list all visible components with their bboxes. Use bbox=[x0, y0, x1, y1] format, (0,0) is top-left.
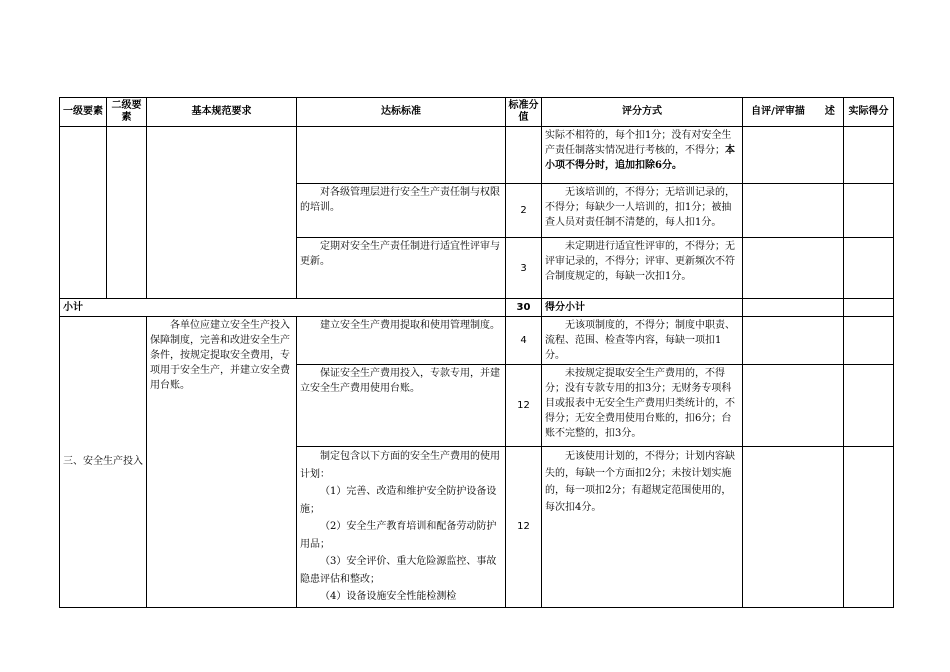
actual-score-cell[interactable] bbox=[844, 184, 894, 238]
standard-list-item: （1）完善、改造和维护安全防护设备设施； bbox=[300, 486, 497, 515]
subtotal-scoring-label: 得分小计 bbox=[542, 299, 743, 317]
standard-intro: 制定包含以下方面的安全生产费用的使用计划： bbox=[300, 451, 500, 480]
header-actual-score: 实际得分 bbox=[844, 98, 894, 127]
self-evaluation-cell[interactable] bbox=[743, 299, 844, 317]
standard-cell: 对各级管理层进行安全生产责任制与权限的培训。 bbox=[297, 184, 506, 238]
scoring-cell: 无该使用计划的，不得分；计划内容缺失的，每缺一个方面扣2分；未按计划实施的，每一项扣2分；有超规定范围使用的，每次扣4分。 bbox=[542, 447, 743, 608]
level2-cell bbox=[107, 127, 147, 299]
scoring-cell: 未定期进行适宜性评审的，不得分；无评审记录的，不得分；评审、更新频次不符合制度规定的，每缺一次扣1分。 bbox=[542, 238, 743, 299]
standard-cell bbox=[297, 127, 506, 184]
standard-cell: 建立安全生产费用提取和使用管理制度。 bbox=[297, 317, 506, 365]
level1-cell bbox=[60, 127, 107, 299]
standard-list-item: （3）安全评价、重大危险源监控、事故隐患评估和整改； bbox=[300, 556, 497, 585]
self-evaluation-cell[interactable] bbox=[743, 127, 844, 184]
subtotal-label: 小计 bbox=[60, 299, 506, 317]
requirement-cell: 各单位应建立安全生产投入保障制度，完善和改进安全生产条件，按规定提取安全费用，专项用于安全生产，并建立安全费用台账。 bbox=[147, 317, 297, 608]
actual-score-cell[interactable] bbox=[844, 447, 894, 608]
actual-score-cell[interactable] bbox=[844, 299, 894, 317]
subtotal-row bbox=[60, 299, 894, 317]
actual-score-cell[interactable] bbox=[844, 127, 894, 184]
scoring-penalty-text: 本小项不得分时，追加扣除6分。 bbox=[545, 145, 735, 171]
standard-cell bbox=[297, 447, 506, 608]
standard-list-item: （4）设备设施安全性能检测检 bbox=[320, 591, 457, 602]
scoring-cell: 未按规定提取安全生产费用的，不得分；没有专款专用的扣3分；无财务专项科目或报表中无安全生产费用归类统计的，不得分；无安全费用使用台账的，扣6分；台账不完整的，扣3分。 bbox=[542, 365, 743, 447]
header-self-evaluation: 自评/评审描 述 bbox=[743, 98, 844, 127]
evaluation-table bbox=[59, 97, 894, 608]
requirement-cell bbox=[147, 127, 297, 299]
header-scoring: 评分方式 bbox=[542, 98, 743, 127]
standard-cell: 定期对安全生产责任制进行适宜性评审与更新。 bbox=[297, 238, 506, 299]
table-row bbox=[60, 127, 894, 184]
scoring-cell: 无该培训的，不得分；无培训记录的，不得分；每缺少一人培训的，扣1分；被抽查人员对责任制不清楚的，每人扣1分。 bbox=[542, 184, 743, 238]
scoring-text: 实际不相符的，每个扣1分；没有对安全生产责任制落实情况进行考核的，不得分； bbox=[545, 130, 732, 156]
actual-score-cell[interactable] bbox=[844, 238, 894, 299]
header-points: 标准分值 bbox=[506, 98, 542, 127]
points-cell: 12 bbox=[506, 447, 542, 608]
header-standard: 达标标准 bbox=[297, 98, 506, 127]
header-level2: 二级要素 bbox=[107, 98, 147, 127]
level1-cell: 三、安全生产投入 bbox=[60, 317, 147, 608]
scoring-cell: 无该项制度的，不得分；制度中职责、流程、范围、检查等内容，每缺一项扣1分。 bbox=[542, 317, 743, 365]
points-cell: 12 bbox=[506, 365, 542, 447]
points-cell: 4 bbox=[506, 317, 542, 365]
header-level1: 一级要素 bbox=[60, 98, 107, 127]
standard-cell: 保证安全生产费用投入，专款专用，并建立安全生产费用使用台账。 bbox=[297, 365, 506, 447]
standard-list-item: （2）安全生产教育培训和配备劳动防护用品； bbox=[300, 521, 497, 550]
points-cell bbox=[506, 127, 542, 184]
self-evaluation-cell[interactable] bbox=[743, 365, 844, 447]
self-evaluation-cell[interactable] bbox=[743, 317, 844, 365]
self-evaluation-cell[interactable] bbox=[743, 184, 844, 238]
header-requirement: 基本规范要求 bbox=[147, 98, 297, 127]
subtotal-points: 30 bbox=[506, 299, 542, 317]
points-cell: 2 bbox=[506, 184, 542, 238]
self-evaluation-cell[interactable] bbox=[743, 447, 844, 608]
self-evaluation-cell[interactable] bbox=[743, 238, 844, 299]
actual-score-cell[interactable] bbox=[844, 365, 894, 447]
table-row bbox=[60, 317, 894, 365]
points-cell: 3 bbox=[506, 238, 542, 299]
scoring-cell bbox=[542, 127, 743, 184]
header-row bbox=[60, 98, 894, 127]
actual-score-cell[interactable] bbox=[844, 317, 894, 365]
